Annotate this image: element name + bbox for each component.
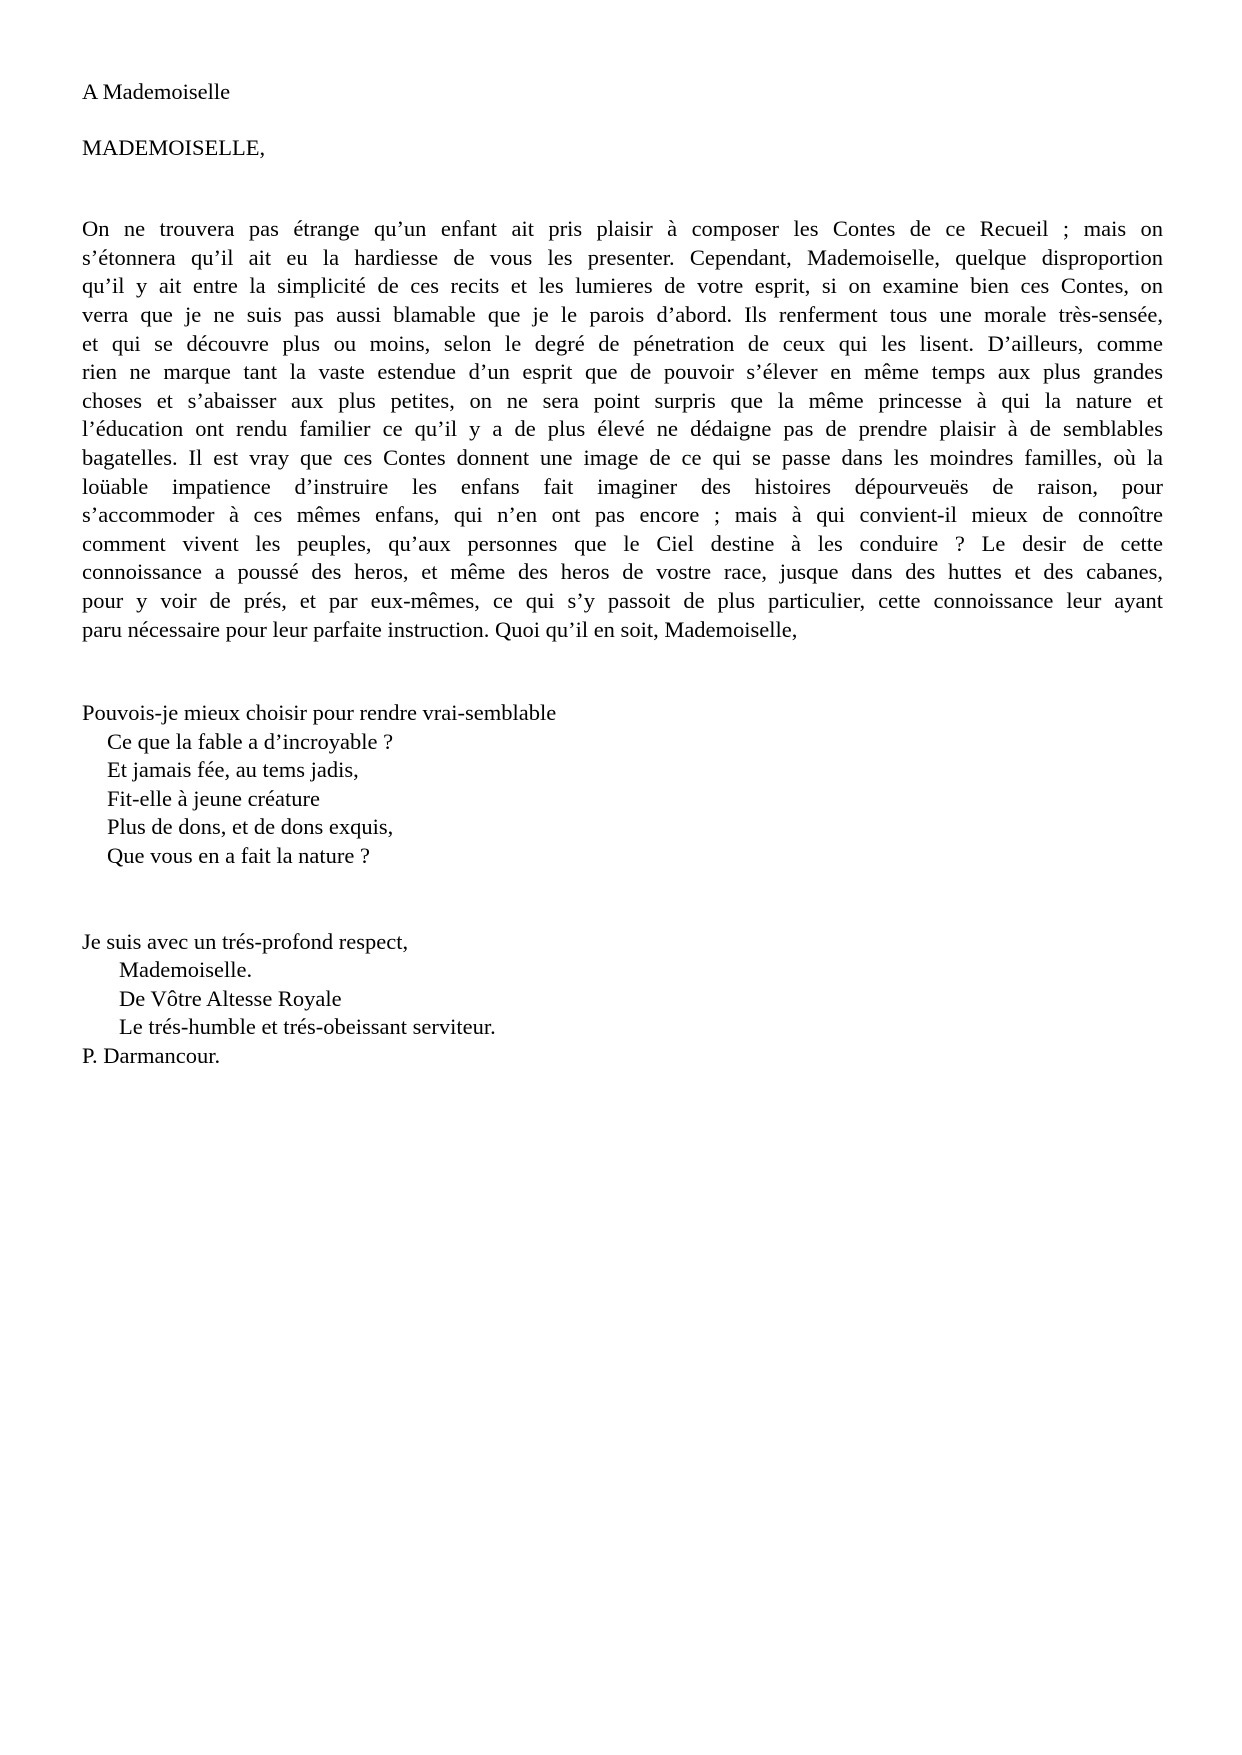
paragraph-line: comment vivent les peuples, qu’aux personnes que le Ciel destine à les conduire ? Le desir de cette <box>82 530 1163 556</box>
closing-opening: Je suis avec un trés-profond respect, <box>82 928 409 954</box>
address-line: MADEMOISELLE, <box>82 134 266 160</box>
closing-line: Mademoiselle. <box>119 957 253 983</box>
poem-stanza <box>82 699 1163 871</box>
paragraph-line: pour y voir de prés, et par eux-mêmes, ce qui s’y passoit de plus particulier, cette connoissance leur ayant <box>82 587 1163 613</box>
poem-line: Pouvois-je mieux choisir pour rendre vrai-semblable <box>82 700 557 726</box>
paragraph-line: verra que je ne suis pas aussi blamable que je le parois d’abord. Ils renferment tous une morale très-sensée, <box>82 301 1163 327</box>
dedication-paragraph <box>82 215 1163 644</box>
poem-line: Et jamais fée, au tems jadis, <box>107 757 359 783</box>
paragraph-line: s’étonnera qu’il ait eu la hardiesse de vous les presenter. Cependant, Mademoiselle, quelque disproportion <box>82 244 1163 270</box>
closing-block <box>82 928 1163 1071</box>
paragraph-line: connoissance a poussé des heros, et même des heros de vostre race, jusque dans des huttes et des cabanes, <box>82 559 1163 585</box>
paragraph-line: l’éducation ont rendu familier ce qu’il y a de plus élevé ne dédaigne pas de prendre plaisir à de semblables <box>82 416 1163 442</box>
paragraph-line: s’accommoder à ces mêmes enfans, qui n’en ont pas encore ; mais à qui convient-il mieux de connoître <box>82 502 1163 528</box>
salutation-line: A Mademoiselle <box>82 79 231 104</box>
closing-line: De Vôtre Altesse Royale <box>119 985 342 1011</box>
paragraph-line: On ne trouvera pas étrange qu’un enfant ait pris plaisir à composer les Contes de ce Recueil ; mais on <box>82 216 1163 242</box>
paragraph-line: loüable impatience d’instruire les enfans fait imaginer des histoires dépourveuës de raison, pour <box>82 473 1163 499</box>
letter-page <box>82 78 1163 1071</box>
poem-line: Plus de dons, et de dons exquis, <box>107 814 394 840</box>
paragraph-line: choses et s’abaisser aux plus petites, on ne sera point surpris que la même princesse à qui la nature et <box>82 387 1163 413</box>
paragraph-line: qu’il y ait entre la simplicité de ces recits et les lumieres de votre esprit, si on examine bien ces Contes, on <box>82 273 1163 299</box>
paragraph-line: paru nécessaire pour leur parfaite instruction. Quoi qu’il en soit, Mademoiselle, <box>82 616 798 642</box>
paragraph-line: rien ne marque tant la vaste estendue d’un esprit que de pouvoir s’élever en même temps aux plus grandes <box>82 359 1163 385</box>
poem-line: Que vous en a fait la nature ? <box>107 843 371 869</box>
paragraph-line: et qui se découvre plus ou moins, selon le degré de pénetration de ceux qui les lisent. D’ailleurs, comme <box>82 330 1163 356</box>
closing-line: Le trés-humble et trés-obeissant serviteur. <box>119 1014 496 1040</box>
poem-line: Fit-elle à jeune créature <box>107 785 321 811</box>
signature: P. Darmancour. <box>82 1043 221 1069</box>
paragraph-line: bagatelles. Il est vray que ces Contes donnent une image de ce qui se passe dans les moindres familles, où la <box>82 444 1163 470</box>
poem-line: Ce que la fable a d’incroyable ? <box>107 728 394 754</box>
